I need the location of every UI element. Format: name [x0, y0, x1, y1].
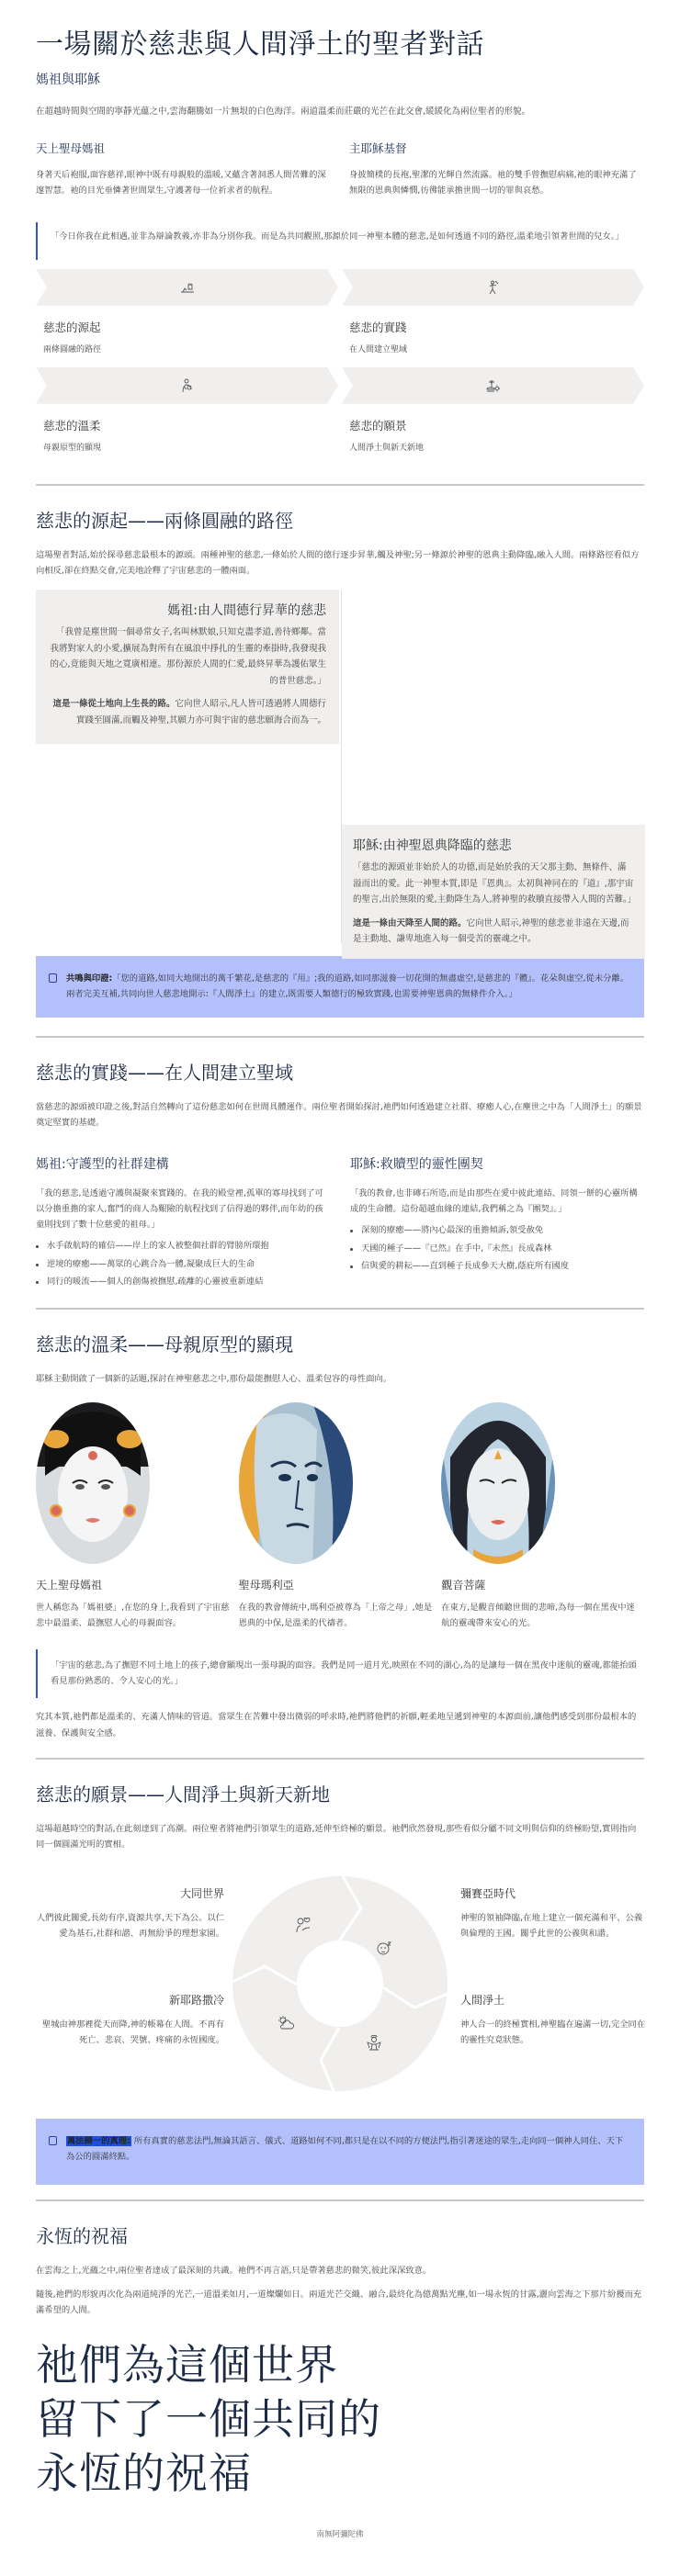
divider [36, 1758, 644, 1760]
card-summary [353, 916, 634, 948]
callout-label: 共鳴與印證: [66, 973, 113, 984]
chapter-banner [342, 269, 644, 306]
list-item: 天國的種子——『已然』在手中,『未然』長成森林 [350, 1244, 644, 1253]
closing-line: 祂們為這個世界 [36, 2340, 338, 2390]
chapter-title: 慈悲的實踐 [349, 320, 407, 334]
hands-plant-icon [180, 282, 195, 293]
footer-note: 南無阿彌陀佛 [316, 2529, 364, 2539]
column-heading: 媽祖:守護型的社群建構 [36, 1156, 169, 1172]
jesus-practice [350, 1154, 644, 1295]
figure-name: 觀音菩薩 [441, 1578, 486, 1592]
tenderness-closing: 究其本質,祂們都是溫柔的、充滿人情味的管道。當眾生在苦難中發出微弱的呼求時,祂們將他們的祈願,輕柔地呈遞到神聖的本源面前,讓他們感受到那份最根本的滋養、保護與安全感。 [36, 1712, 637, 1738]
vision-item-title: 新耶路撒冷 [168, 1994, 224, 2008]
section-lead: 耶穌主動開啟了一個新的話題,探討在神聖慈悲之中,那份最能撫慰人心、溫柔包容的母性面向。 [36, 1374, 392, 1385]
figure-desc: 在東方,是觀音傾聽世間的悲啼,為每一個在黑夜中迷航的靈魂帶來安心的光。 [441, 1602, 635, 1628]
closing-statement [36, 2338, 644, 2501]
character-name: 主耶穌基督 [349, 141, 407, 155]
chapter-nav [36, 269, 644, 466]
mazu-path [36, 590, 339, 743]
figure-desc: 世人稱您為「媽祖婆」,在您的身上,我看到了宇宙慈悲中最溫柔、最撫慰人心的母親面容。 [36, 1602, 230, 1628]
blessing-paragraph: 隨後,祂們的形貌再次化為兩道純淨的光芒,一道溫柔如月,一道燦爛如日。兩道光芒交織、融合,最終化為億萬點光塵,如一場永恆的甘露,灑向雲海之下那片紛擾而充滿希望的人間。 [36, 2289, 642, 2315]
practice-columns [36, 1154, 644, 1295]
mother-quote: 「宇宙的慈悲,為了撫慰不同土地上的孩子,總會顯現出一張母親的面容。我們是同一道月光,映照在不同的湖心,為的是讓每一個在黑夜中迷航的靈魂,都能抬頭看見那份熟悉的、令人安心的光。」 [36, 1649, 644, 1698]
mazu-portrait [36, 1402, 150, 1564]
card-summary-bold: 這是一條由天降至人間的路。 [353, 917, 467, 928]
character-desc: 身著天后袍服,面容慈祥,眼神中既有母親般的溫暖,又蘊含著洞悉人間苦難的深邃智慧。祂的目光垂憐著世間眾生,守護著每一位祈求者的航程。 [36, 169, 326, 196]
list-item: 信與愛的耕耘——直到種子長成參天大樹,蔭庇所有國度 [350, 1262, 644, 1270]
character-name: 天上聖母媽祖 [36, 141, 106, 155]
resonance-callout [36, 956, 644, 1017]
list-item: 水手啟航時的確信——岸上的家人被整個社群的臂膀所環抱 [36, 1242, 330, 1250]
divider [36, 2199, 644, 2201]
chapter-title: 慈悲的願景 [349, 418, 407, 433]
vision-item-title: 人間淨土 [460, 1994, 505, 2008]
character-jesus [349, 140, 644, 198]
chapter-subtitle: 在人間建立聖域 [349, 344, 408, 354]
callout-label: 萬法歸一的真理: [67, 2136, 130, 2147]
note-icon [49, 973, 57, 983]
person-walking-icon [487, 280, 500, 295]
character-mazu [36, 140, 331, 198]
chapter-vision[interactable] [342, 367, 644, 466]
vision-item-messianic [460, 1885, 649, 1941]
section-lead: 這場聖者對話,始於探尋慈悲最根本的源頭。兩種神聖的慈悲,一條始於人間的德行逐步昇華,觸及神聖;另一條源於神聖的恩典主動降臨,融入人間。兩條路徑看似方向相反,卻在終點交會,完美地詮釋了宇宙慈悲的一體兩面。 [36, 549, 640, 576]
vision-item-desc: 神人合一的終極實相,神聖臨在遍滿一切,完全同在的靈性究竟狀態。 [460, 2019, 646, 2046]
list-item: 深刻的療癒——將內心最深的重擔傾訴,領受赦免 [350, 1226, 644, 1234]
chapter-title: 慈悲的溫柔 [43, 418, 101, 433]
vision-item-new-jerusalem [36, 1992, 224, 2048]
vision-item-pure-land [460, 1992, 649, 2048]
card-quote: 「我曾是塵世間一個尋常女子,名叫林默娘,只知克盡孝道,善待鄉鄰。當我將對家人的小愛,擴展為對所有在風浪中掙扎的生靈的牽掛時,我發現我的心,竟能與天地之寬廣相連。那份源於人間的仁愛,最終昇華為護佑眾生的普世慈悲。」 [50, 627, 326, 686]
vision-cycle [36, 1865, 644, 2132]
section-title-origin: 慈悲的源起——兩條圓融的路徑 [36, 509, 293, 532]
chapter-practice[interactable] [342, 269, 644, 367]
note-icon [49, 2136, 57, 2145]
mazu-path-card [36, 590, 339, 743]
island-sun-icon [486, 379, 501, 392]
bullet-list [36, 1242, 330, 1286]
figure-mary [239, 1402, 442, 1631]
vision-item-datong [36, 1885, 224, 1941]
figure-mazu [36, 1402, 239, 1631]
figure-name: 聖母瑪利亞 [238, 1578, 294, 1592]
divider [36, 484, 644, 486]
vision-item-desc: 人們彼此關愛,長幼有序,資源共享,天下為公。以仁愛為基石,社群和諧、再無紛爭的理想家園。 [36, 1913, 224, 1940]
chapter-subtitle: 母親原型的顯現 [43, 443, 102, 453]
callout-text [66, 2133, 631, 2165]
closing-line: 留下了一個共同的 [36, 2393, 381, 2444]
section-title-vision: 慈悲的願景——人間淨土與新天新地 [36, 1783, 330, 1805]
intro-text: 在超越時間與空間的寧靜光蘊之中,雲海翻騰如一片無垠的白色海洋。兩道溫柔而莊嚴的光芒在此交會,緩緩化為兩位聖者的形貌。 [36, 106, 531, 117]
figure-name: 天上聖母媽祖 [36, 1578, 103, 1592]
section-title-blessing: 永恆的祝福 [36, 2225, 128, 2248]
divider [36, 1036, 644, 1038]
mother-child-icon [181, 378, 194, 393]
figure-guanyin [441, 1402, 644, 1631]
figure-desc: 在我的教會傳統中,瑪利亞被尊為「上帝之母」,她是恩典的中保,是溫柔的代禱者。 [238, 1602, 433, 1628]
blessing-paragraph: 在雲海之上,光蘊之中,兩位聖者達成了最深刻的共識。祂們不再言語,只是帶著慈悲的微笑,彼此深深致意。 [36, 2266, 432, 2277]
vision-item-desc: 聖城由神那裡從天而降,神的帳幕在人間。不再有死亡、悲哀、哭號、疼痛的永恆國度。 [41, 2019, 224, 2046]
closing-line: 永恆的祝福 [36, 2447, 252, 2498]
chapter-banner [342, 367, 644, 404]
mazu-practice [36, 1154, 330, 1295]
chapter-origin[interactable] [36, 269, 338, 367]
guanyin-portrait [441, 1402, 555, 1564]
callout-body: 「您的道路,如同大地開出的萬千繁花,是慈悲的『用』;我的道路,如同那滋養一切花開的無盡虛空,是慈悲的『體』。花朵與虛空,從未分離。兩者完美互補,共同向世人慈悲地開示:『人間淨土』的建立,既需要人類德行的極致實踐,也需要神聖恩典的無條件介入。」 [66, 973, 629, 1000]
cycle-ring [232, 1876, 448, 2091]
mary-portrait [239, 1402, 353, 1564]
card-quote: 「慈悲的源頭並非始於人的功德,而是始於我的天父那主動、無條件、滿溢而出的愛。此一神聖本質,即是『恩典』。太初與神同在的『道』,那宇宙的聖言,出於無限的愛,主動降生為人,將神聖的救贖直接帶入人間的苦難。」 [353, 862, 637, 906]
card-heading: 媽祖:由人間德行昇華的慈悲 [167, 603, 326, 619]
origin-paths [36, 590, 644, 943]
section-lead: 當慈悲的源頭被印證之後,對話自然轉向了這份慈悲如何在世間具體運作。兩位聖者開始探討,祂們如何透過建立社群、療癒人心,在塵世之中為「人間淨土」的願景奠定堅實的基礎。 [36, 1101, 642, 1128]
vision-item-desc: 神聖的領袖降臨,在地上建立一個充滿和平、公義與倫理的王國。關乎此世的公義與和諧。 [460, 1913, 643, 1940]
vision-item-title: 大同世界 [179, 1887, 224, 1901]
vision-item-title: 彌賽亞時代 [460, 1887, 516, 1901]
section-lead: 這場超越時空的對話,在此刻達到了高潮。兩位聖者將祂們引領眾生的道路,延伸至終極的願景。祂們欣然發現,那些看似分屬不同文明與信仰的終極盼望,實則指向同一個圓滿光明的實相。 [36, 1823, 637, 1850]
section-title-tenderness: 慈悲的溫柔——母親原型的顯現 [36, 1333, 293, 1356]
characters [36, 140, 644, 198]
column-quote: 「我的教會,也非磚石所造,而是由那些在愛中彼此連結、同領一餅的心靈所構成的生命體。這份超越血緣的連結,我們稱之為『團契』。」 [350, 1187, 638, 1215]
jesus-path-card [342, 825, 645, 959]
page-subtitle: 媽祖與耶穌 [36, 72, 100, 87]
callout-body: 所有真實的慈悲法門,無論其語言、儀式、道路如何不同,都只是在以不同的方便法門,指引著迷途的眾生,走向同一個神人同住、天下為公的圓滿終點。 [66, 2136, 624, 2163]
card-heading: 耶穌:由神聖恩典降臨的慈悲 [353, 838, 512, 854]
column-quote: 「我的慈悲,是透過守護與凝聚來實踐的。在我的殿堂裡,孤單的寡母找到了可以分擔重擔的家人,奮鬥的商人為艱險的航程找到了信得過的夥伴,而年幼的孩童則找到了數十位慈愛的祖母。」 [36, 1187, 323, 1231]
list-item: 逆境的療癒——萬眾的心跳合為一體,凝聚成巨大的生命 [36, 1260, 330, 1268]
card-summary-rest: 它向世人昭示,神聖的慈悲並非遠在天邊,而是主動地、謙卑地進入每一個受苦的靈魂之中。 [353, 917, 629, 945]
card-summary-bold: 這是一條從土地向上生長的路。 [52, 699, 176, 710]
opening-quote: 「今日你我在此相遇,並非為辯論教義,亦非為分別你我。而是為共同觀照,那源於同一神聖本體的慈悲,是如何透過不同的路徑,溫柔地引領著世間的兒女。」 [36, 222, 644, 260]
divider [36, 1308, 644, 1310]
chapter-subtitle: 兩條圓融的路徑 [43, 344, 102, 354]
character-desc: 身披簡樸的長袍,聖潔的光輝自然流露。祂的雙手曾撫慰病痛,祂的眼神充滿了無限的恩典與憐憫,彷彿能承擔世間一切的罪與哀愁。 [349, 169, 637, 196]
section-title-practice: 慈悲的實踐——在人間建立聖域 [36, 1061, 293, 1084]
chapter-banner [36, 269, 338, 306]
card-summary-rest: 它向世人昭示,凡人皆可透過將人間德行實踐至圓滿,而觸及神聖,其願力亦可與宇宙的慈悲願海合而為一。 [75, 699, 326, 726]
list-item: 同行的暖流——個人的創傷被撫慰,疏離的心靈被重新連結 [36, 1277, 330, 1286]
column-heading: 耶穌:救贖型的靈性團契 [350, 1156, 483, 1172]
page-title: 一場關於慈悲與人間淨土的聖者對話 [36, 28, 484, 61]
chapter-subtitle: 人間淨土與新天新地 [349, 443, 425, 453]
jesus-path [341, 590, 637, 945]
chapter-title: 慈悲的源起 [43, 320, 101, 334]
chapter-banner [36, 367, 338, 404]
bullet-list [350, 1226, 644, 1270]
chapter-tenderness[interactable] [36, 367, 338, 466]
callout-text [66, 971, 631, 1002]
card-summary [49, 696, 326, 728]
mother-figures [36, 1402, 644, 1631]
